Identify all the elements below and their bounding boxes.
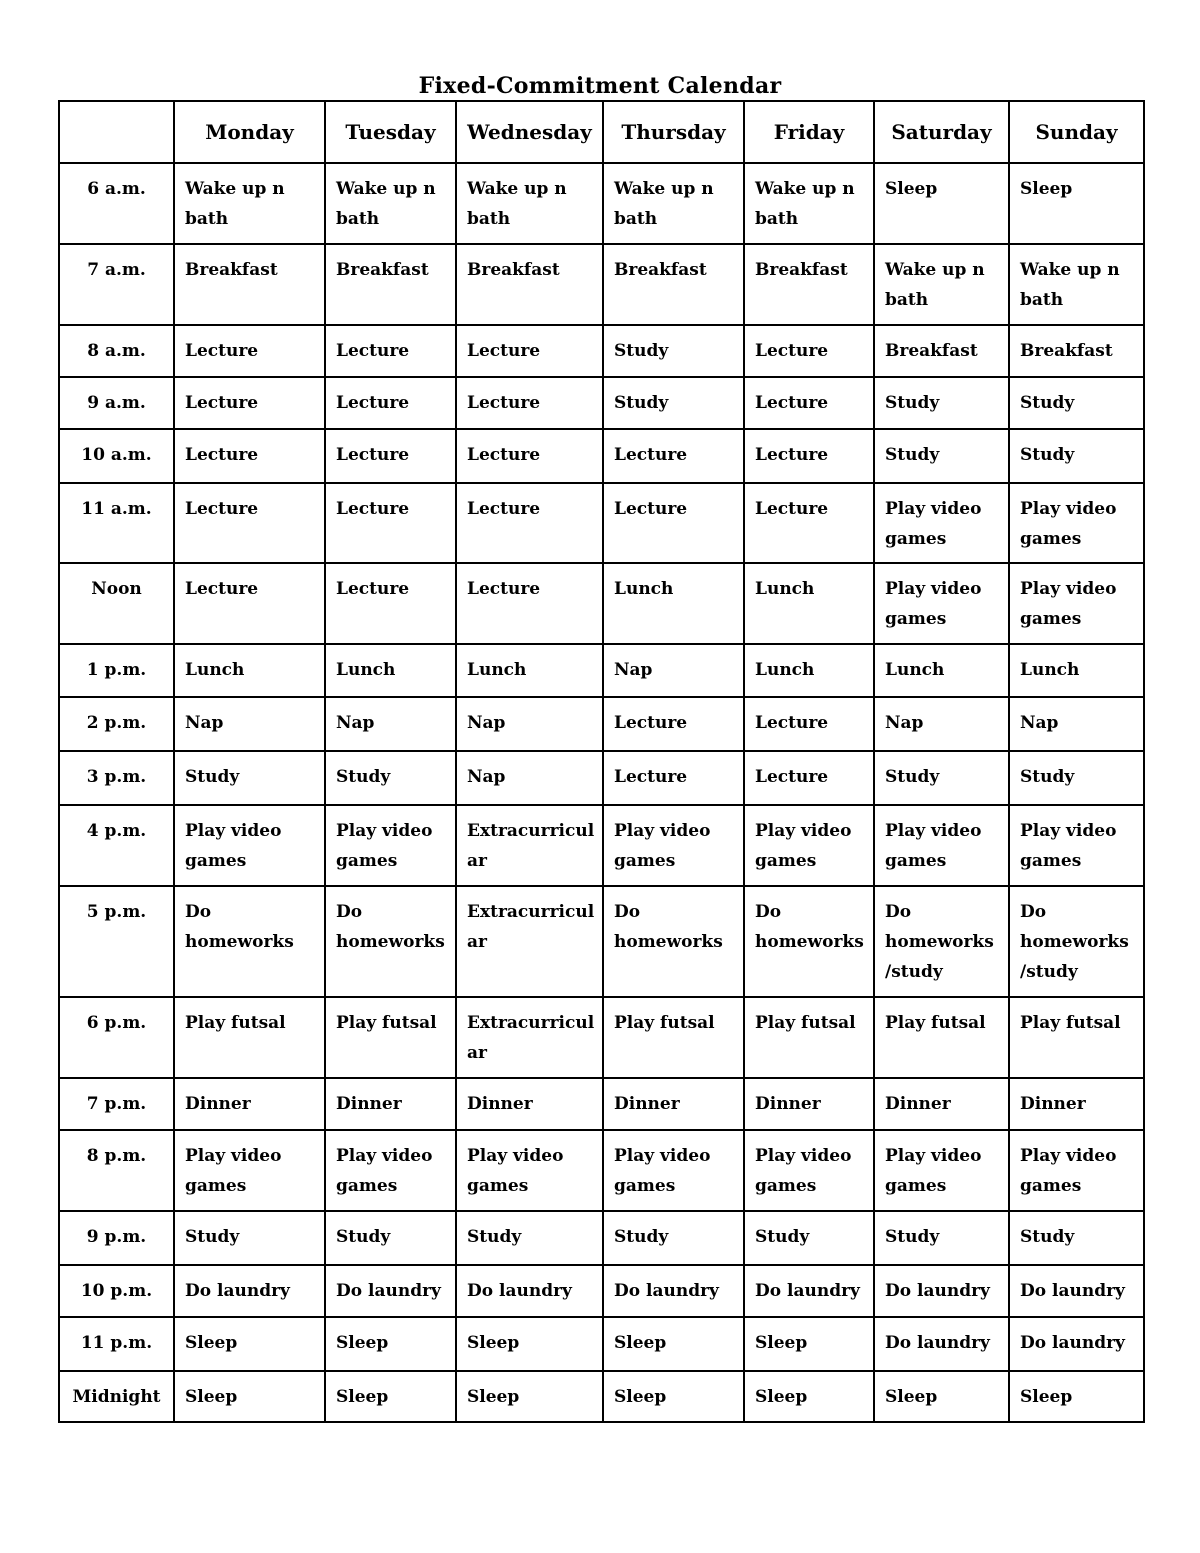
day-header-thursday: Thursday: [603, 101, 744, 163]
time-label: 9 p.m.: [59, 1211, 174, 1265]
activity-cell-saturday: Do laundry: [874, 1265, 1009, 1317]
table-row: [59, 1130, 1144, 1211]
table-row: [59, 377, 1144, 429]
corner-cell: [59, 101, 174, 163]
activity-cell-wednesday: Breakfast: [456, 244, 603, 325]
calendar-table: [58, 100, 1145, 1423]
activity-cell-friday: Lecture: [744, 377, 874, 429]
activity-cell-friday: Lecture: [744, 325, 874, 377]
activity-cell-monday: Do homeworks: [174, 886, 325, 997]
activity-cell-saturday: Dinner: [874, 1078, 1009, 1130]
activity-cell-friday: Wake up n bath: [744, 163, 874, 244]
activity-cell-saturday: Play video games: [874, 1130, 1009, 1211]
table-row: [59, 997, 1144, 1078]
activity-cell-wednesday: Dinner: [456, 1078, 603, 1130]
activity-cell-thursday: Wake up n bath: [603, 163, 744, 244]
activity-cell-monday: Lecture: [174, 563, 325, 644]
activity-cell-saturday: Study: [874, 377, 1009, 429]
activity-cell-wednesday: Lecture: [456, 325, 603, 377]
activity-cell-sunday: Play video games: [1009, 1130, 1144, 1211]
activity-cell-sunday: Lunch: [1009, 644, 1144, 697]
activity-cell-monday: Study: [174, 751, 325, 805]
activity-cell-saturday: Do homeworks /study: [874, 886, 1009, 997]
activity-cell-monday: Study: [174, 1211, 325, 1265]
activity-cell-friday: Lunch: [744, 644, 874, 697]
activity-cell-monday: Nap: [174, 697, 325, 751]
activity-cell-thursday: Play video games: [603, 805, 744, 886]
table-row: [59, 1371, 1144, 1422]
activity-cell-friday: Lecture: [744, 751, 874, 805]
activity-cell-thursday: Sleep: [603, 1371, 744, 1422]
activity-cell-wednesday: Nap: [456, 697, 603, 751]
activity-cell-monday: Sleep: [174, 1317, 325, 1371]
table-row: [59, 163, 1144, 244]
activity-cell-thursday: Sleep: [603, 1317, 744, 1371]
time-label: 1 p.m.: [59, 644, 174, 697]
time-label: 6 p.m.: [59, 997, 174, 1078]
activity-cell-tuesday: Study: [325, 1211, 456, 1265]
day-header-wednesday: Wednesday: [456, 101, 603, 163]
time-label: 5 p.m.: [59, 886, 174, 997]
activity-cell-saturday: Nap: [874, 697, 1009, 751]
activity-cell-thursday: Lecture: [603, 751, 744, 805]
activity-cell-tuesday: Nap: [325, 697, 456, 751]
activity-cell-sunday: Do laundry: [1009, 1317, 1144, 1371]
activity-cell-sunday: Wake up n bath: [1009, 244, 1144, 325]
table-row: [59, 886, 1144, 997]
activity-cell-sunday: Play video games: [1009, 563, 1144, 644]
activity-cell-sunday: Study: [1009, 377, 1144, 429]
activity-cell-thursday: Lunch: [603, 563, 744, 644]
activity-cell-monday: Sleep: [174, 1371, 325, 1422]
activity-cell-friday: Breakfast: [744, 244, 874, 325]
activity-cell-thursday: Do laundry: [603, 1265, 744, 1317]
time-label: 9 a.m.: [59, 377, 174, 429]
activity-cell-monday: Lecture: [174, 483, 325, 563]
activity-cell-tuesday: Play video games: [325, 805, 456, 886]
activity-cell-sunday: Play video games: [1009, 483, 1144, 563]
activity-cell-sunday: Sleep: [1009, 1371, 1144, 1422]
activity-cell-thursday: Study: [603, 377, 744, 429]
activity-cell-thursday: Study: [603, 1211, 744, 1265]
activity-cell-tuesday: Wake up n bath: [325, 163, 456, 244]
activity-cell-tuesday: Sleep: [325, 1317, 456, 1371]
activity-cell-friday: Play video games: [744, 805, 874, 886]
activity-cell-tuesday: Do laundry: [325, 1265, 456, 1317]
time-label: 7 p.m.: [59, 1078, 174, 1130]
activity-cell-saturday: Play video games: [874, 483, 1009, 563]
activity-cell-thursday: Lecture: [603, 483, 744, 563]
activity-cell-friday: Sleep: [744, 1371, 874, 1422]
activity-cell-tuesday: Lecture: [325, 325, 456, 377]
time-label: 11 p.m.: [59, 1317, 174, 1371]
activity-cell-sunday: Play video games: [1009, 805, 1144, 886]
activity-cell-monday: Wake up n bath: [174, 163, 325, 244]
activity-cell-monday: Dinner: [174, 1078, 325, 1130]
activity-cell-friday: Lecture: [744, 429, 874, 483]
activity-cell-thursday: Study: [603, 325, 744, 377]
activity-cell-saturday: Study: [874, 429, 1009, 483]
activity-cell-friday: Do laundry: [744, 1265, 874, 1317]
table-row: [59, 1078, 1144, 1130]
activity-cell-friday: Play video games: [744, 1130, 874, 1211]
activity-cell-wednesday: Study: [456, 1211, 603, 1265]
activity-cell-wednesday: Play video games: [456, 1130, 603, 1211]
activity-cell-wednesday: Sleep: [456, 1371, 603, 1422]
activity-cell-saturday: Sleep: [874, 1371, 1009, 1422]
activity-cell-thursday: Dinner: [603, 1078, 744, 1130]
activity-cell-wednesday: Lecture: [456, 429, 603, 483]
activity-cell-saturday: Play futsal: [874, 997, 1009, 1078]
activity-cell-saturday: Breakfast: [874, 325, 1009, 377]
time-label: 8 p.m.: [59, 1130, 174, 1211]
activity-cell-wednesday: Lecture: [456, 483, 603, 563]
day-header-friday: Friday: [744, 101, 874, 163]
activity-cell-friday: Lunch: [744, 563, 874, 644]
activity-cell-tuesday: Lunch: [325, 644, 456, 697]
activity-cell-friday: Study: [744, 1211, 874, 1265]
activity-cell-friday: Lecture: [744, 483, 874, 563]
activity-cell-tuesday: Sleep: [325, 1371, 456, 1422]
activity-cell-wednesday: Lecture: [456, 377, 603, 429]
day-header-saturday: Saturday: [874, 101, 1009, 163]
activity-cell-tuesday: Lecture: [325, 483, 456, 563]
table-row: [59, 644, 1144, 697]
table-row: [59, 1211, 1144, 1265]
activity-cell-tuesday: Dinner: [325, 1078, 456, 1130]
table-row: [59, 1265, 1144, 1317]
activity-cell-wednesday: Sleep: [456, 1317, 603, 1371]
activity-cell-thursday: Nap: [603, 644, 744, 697]
activity-cell-saturday: Play video games: [874, 805, 1009, 886]
activity-cell-sunday: Nap: [1009, 697, 1144, 751]
table-row: [59, 563, 1144, 644]
activity-cell-friday: Dinner: [744, 1078, 874, 1130]
activity-cell-saturday: Study: [874, 751, 1009, 805]
day-header-tuesday: Tuesday: [325, 101, 456, 163]
activity-cell-tuesday: Lecture: [325, 563, 456, 644]
time-label: 10 a.m.: [59, 429, 174, 483]
activity-cell-saturday: Wake up n bath: [874, 244, 1009, 325]
time-label: Noon: [59, 563, 174, 644]
activity-cell-monday: Breakfast: [174, 244, 325, 325]
activity-cell-monday: Lecture: [174, 429, 325, 483]
activity-cell-sunday: Dinner: [1009, 1078, 1144, 1130]
activity-cell-tuesday: Lecture: [325, 377, 456, 429]
activity-cell-saturday: Do laundry: [874, 1317, 1009, 1371]
activity-cell-saturday: Play video games: [874, 563, 1009, 644]
time-label: 2 p.m.: [59, 697, 174, 751]
activity-cell-thursday: Lecture: [603, 697, 744, 751]
table-row: [59, 429, 1144, 483]
activity-cell-thursday: Breakfast: [603, 244, 744, 325]
activity-cell-sunday: Breakfast: [1009, 325, 1144, 377]
activity-cell-tuesday: Do homeworks: [325, 886, 456, 997]
activity-cell-sunday: Study: [1009, 751, 1144, 805]
activity-cell-tuesday: Play futsal: [325, 997, 456, 1078]
activity-cell-thursday: Play video games: [603, 1130, 744, 1211]
activity-cell-wednesday: Nap: [456, 751, 603, 805]
time-label: 8 a.m.: [59, 325, 174, 377]
activity-cell-wednesday: Extracurricular: [456, 886, 603, 997]
activity-cell-wednesday: Lunch: [456, 644, 603, 697]
time-label: 11 a.m.: [59, 483, 174, 563]
time-label: 7 a.m.: [59, 244, 174, 325]
day-header-monday: Monday: [174, 101, 325, 163]
activity-cell-friday: Play futsal: [744, 997, 874, 1078]
activity-cell-monday: Do laundry: [174, 1265, 325, 1317]
activity-cell-wednesday: Lecture: [456, 563, 603, 644]
activity-cell-wednesday: Do laundry: [456, 1265, 603, 1317]
time-label: 10 p.m.: [59, 1265, 174, 1317]
activity-cell-thursday: Play futsal: [603, 997, 744, 1078]
activity-cell-tuesday: Study: [325, 751, 456, 805]
time-label: Midnight: [59, 1371, 174, 1422]
activity-cell-saturday: Sleep: [874, 163, 1009, 244]
table-row: [59, 697, 1144, 751]
activity-cell-tuesday: Breakfast: [325, 244, 456, 325]
activity-cell-monday: Lecture: [174, 325, 325, 377]
activity-cell-friday: Do homeworks: [744, 886, 874, 997]
page-title: Fixed-Commitment Calendar: [418, 73, 782, 99]
table-row: [59, 751, 1144, 805]
activity-cell-wednesday: Extracurricular: [456, 805, 603, 886]
activity-cell-monday: Play futsal: [174, 997, 325, 1078]
time-label: 4 p.m.: [59, 805, 174, 886]
time-label: 3 p.m.: [59, 751, 174, 805]
table-row: [59, 244, 1144, 325]
activity-cell-sunday: Play futsal: [1009, 997, 1144, 1078]
activity-cell-friday: Sleep: [744, 1317, 874, 1371]
table-row: [59, 1317, 1144, 1371]
activity-cell-sunday: Study: [1009, 429, 1144, 483]
activity-cell-monday: Play video games: [174, 1130, 325, 1211]
activity-cell-sunday: Study: [1009, 1211, 1144, 1265]
activity-cell-friday: Lecture: [744, 697, 874, 751]
activity-cell-thursday: Lecture: [603, 429, 744, 483]
header-row: [59, 101, 1144, 163]
activity-cell-saturday: Lunch: [874, 644, 1009, 697]
activity-cell-wednesday: Extracurricular: [456, 997, 603, 1078]
activity-cell-monday: Lecture: [174, 377, 325, 429]
table-row: [59, 483, 1144, 563]
table-row: [59, 325, 1144, 377]
time-label: 6 a.m.: [59, 163, 174, 244]
table-row: [59, 805, 1144, 886]
activity-cell-thursday: Do homeworks: [603, 886, 744, 997]
calendar-body: [59, 163, 1144, 1422]
activity-cell-wednesday: Wake up n bath: [456, 163, 603, 244]
activity-cell-sunday: Do homeworks /study: [1009, 886, 1144, 997]
activity-cell-monday: Play video games: [174, 805, 325, 886]
day-header-sunday: Sunday: [1009, 101, 1144, 163]
activity-cell-sunday: Sleep: [1009, 163, 1144, 244]
activity-cell-sunday: Do laundry: [1009, 1265, 1144, 1317]
activity-cell-tuesday: Play video games: [325, 1130, 456, 1211]
activity-cell-monday: Lunch: [174, 644, 325, 697]
activity-cell-saturday: Study: [874, 1211, 1009, 1265]
activity-cell-tuesday: Lecture: [325, 429, 456, 483]
